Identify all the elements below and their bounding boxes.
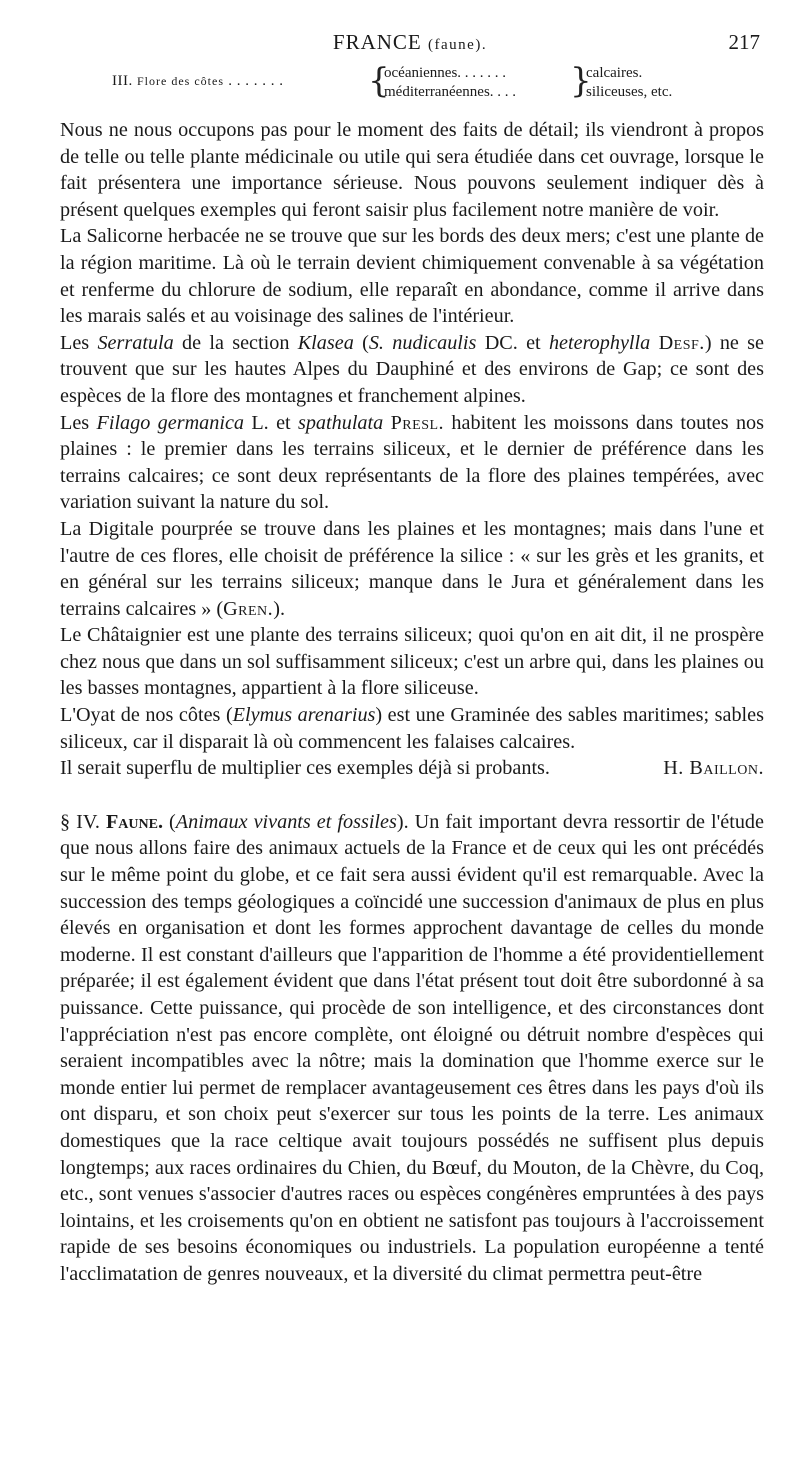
running-header — [60, 30, 760, 56]
running-title-sub: (faune). — [428, 37, 488, 53]
small-caps-text: Presl. — [390, 411, 445, 434]
text-run: de la section — [173, 331, 298, 354]
flore-table-leaders: . . . . . . . — [228, 73, 284, 89]
paragraph — [60, 702, 764, 755]
small-caps-text: Gren. — [223, 597, 274, 620]
text-run: ). — [273, 597, 286, 620]
page-number: 217 — [728, 30, 760, 54]
text-run: La Salicorne herbacée ne se trouve que sur les bords des deux mers; c'est une plante de la région maritime. Là où le terrain devient chimiquement convenable à sa végétation et renferme du chlorure de sodium, elle reparaît en abondance, comme il arrive dans les marais salés et au voisinage des salines de l'intérieur. — [60, 225, 764, 328]
text-run: ). Un fait important devra ressortir de l'étude que nous allons faire des animaux actuels de la France et de ceux qui les ont précédés sur le même point du globe, et ce fait sera aussi évident qu'il est remarquable. Avec la succession des temps géologiques a coïncidé une succession d'animaux de plus en plus élevés en organisation et dont les formes approchent davantage de celles du monde moderne. Il est constant d'ailleurs que l'apparition de l'homme a été providentiellement préparée; il est également évident que dans l'état présent tout doit être subordonné à sa puissance. Cette puissance, qui procède de son intelligence, et des circonstances dont l'appréciation n'est pas encore complète, ont éloigné ou détruit nombre d'espèces qui seraient incompatibles avec la nôtre; mais la domination que l'homme exerce sur le monde entier lui permet de remplacer avantageusement ces êtres dans les pays d'où ils ont disparu, et son choix peut s'exercer sur tous les points de la terre. Les animaux domestiques que la race celtique avait toujours possédés ne suffisent plus depuis longtemps; aux races ordinaires du Chien, du Bœuf, du Mouton, de la Chèvre, du Coq, etc., sont venues s'associer d'autres races ou espèces congénères empruntées à des pays lointains, et les croisements qu'on en obtient ne satisfont pas toujours à l'accroissement rapide de ses besoins économiques ou industriels. La population européenne a tenté l'acclimatation de genres nouveaux, et la diversité du climat permettra peut-être — [60, 810, 764, 1285]
running-title — [60, 30, 760, 55]
flore-table-column-regions — [384, 64, 516, 102]
text-run: Le Châtaignier est une plante des terrains siliceux; quoi qu'on en ait dit, il ne prospère chez nous que dans un sol suffisamment siliceux; c'est un arbre qui, dans les plaines ou les basses montagnes, appartient à la flore siliceuse. — [60, 624, 764, 700]
flore-table-numeral: III. — [112, 73, 133, 89]
flore-table-cell: calcaires. — [586, 65, 643, 81]
paragraph — [60, 516, 764, 622]
running-title-main: FRANCE — [332, 30, 422, 54]
italic-text: heterophylla — [548, 331, 651, 354]
paragraph — [60, 330, 764, 410]
body-text — [60, 117, 764, 1288]
text-run — [383, 412, 390, 434]
text-run: Nous ne nous occupons pas pour le moment des faits de détail; ils viendront à propos de telle ou telle plante médicinale ou utile qui sera étudiée dans cet ouvrage, lorsque le fait présentera une importance sérieuse. Nous pouvons seulement indiquer dès à présent quelques exemples qui feront saisir plus facilement notre manière de voir. — [60, 119, 764, 221]
italic-text: spathulata — [297, 411, 384, 434]
text-run: Les — [60, 331, 98, 354]
paragraph — [60, 410, 764, 516]
flore-table-cell: siliceuses, etc. — [586, 84, 673, 100]
italic-text: Klasea — [297, 331, 354, 354]
text-run: ) ne se trouvent que sur les hautes Alpes du Dauphiné et des environs de Gap; ce sont des espèces de la flore des montagnes et franchement alpines. — [60, 331, 765, 407]
paragraph — [60, 755, 764, 782]
italic-text: S. nudicaulis — [368, 331, 477, 354]
left-brace-icon: { — [368, 61, 390, 101]
bold-heading: Faune. — [105, 810, 163, 833]
text-run: L. et — [244, 411, 298, 434]
flore-table-title: Flore des côtes — [137, 74, 224, 88]
text-run: ( — [353, 331, 369, 354]
italic-text: Animaux vivants et fossiles — [175, 810, 397, 833]
flore-table-cell: océaniennes. . . . . . . — [384, 65, 507, 81]
paragraph — [60, 223, 764, 329]
flore-table-column-soils — [586, 64, 672, 102]
small-caps-text: Desf. — [658, 331, 705, 354]
text-run: ) est une Graminée des sables maritimes; sables siliceux, car il disparait là où commencent les falaises calcaires. — [60, 704, 764, 753]
text-run: L'Oyat de nos côtes ( — [60, 704, 233, 727]
flore-table-label — [112, 73, 283, 90]
text-run: Les — [60, 411, 97, 434]
section-paragraph-faune — [60, 809, 764, 1288]
text-run: La Digitale pourprée se trouve dans les plaines et les montagnes; mais dans l'une et l'autre de ces flores, elle choisit de préférence la silice : « sur les grès et les granits, et en général sur les terrains siliceux; manque dans le Jura et généralement dans les terrains calcaires » ( — [60, 517, 764, 620]
text-run: habitent les moissons dans toutes nos plaines : le premier dans les terrains siliceux, et le dernier de préférence dans les terrains calcaires; ce sont deux représentants de la flore des plaines tempérées, avec variation suivant la nature du sol. — [60, 411, 765, 514]
text-run — [650, 332, 658, 354]
italic-text: Filago germanica — [96, 411, 245, 434]
italic-text: Elymus arenarius — [232, 704, 376, 727]
right-brace-icon: } — [570, 61, 592, 101]
flore-table-cell: méditerranéennes. . . . — [384, 84, 517, 100]
text-run: ( — [163, 810, 176, 833]
author-signature: H. Baillon. — [663, 757, 764, 780]
italic-text: Serratula — [97, 331, 174, 354]
paragraph — [60, 117, 764, 223]
text-run: DC. et — [476, 331, 549, 354]
flore-des-cotes-table — [112, 61, 712, 104]
text-run: Il serait superflu de multiplier ces exemples déjà si probants. — [60, 757, 550, 780]
paragraph — [60, 622, 764, 702]
text-run: § IV. — [60, 810, 106, 833]
